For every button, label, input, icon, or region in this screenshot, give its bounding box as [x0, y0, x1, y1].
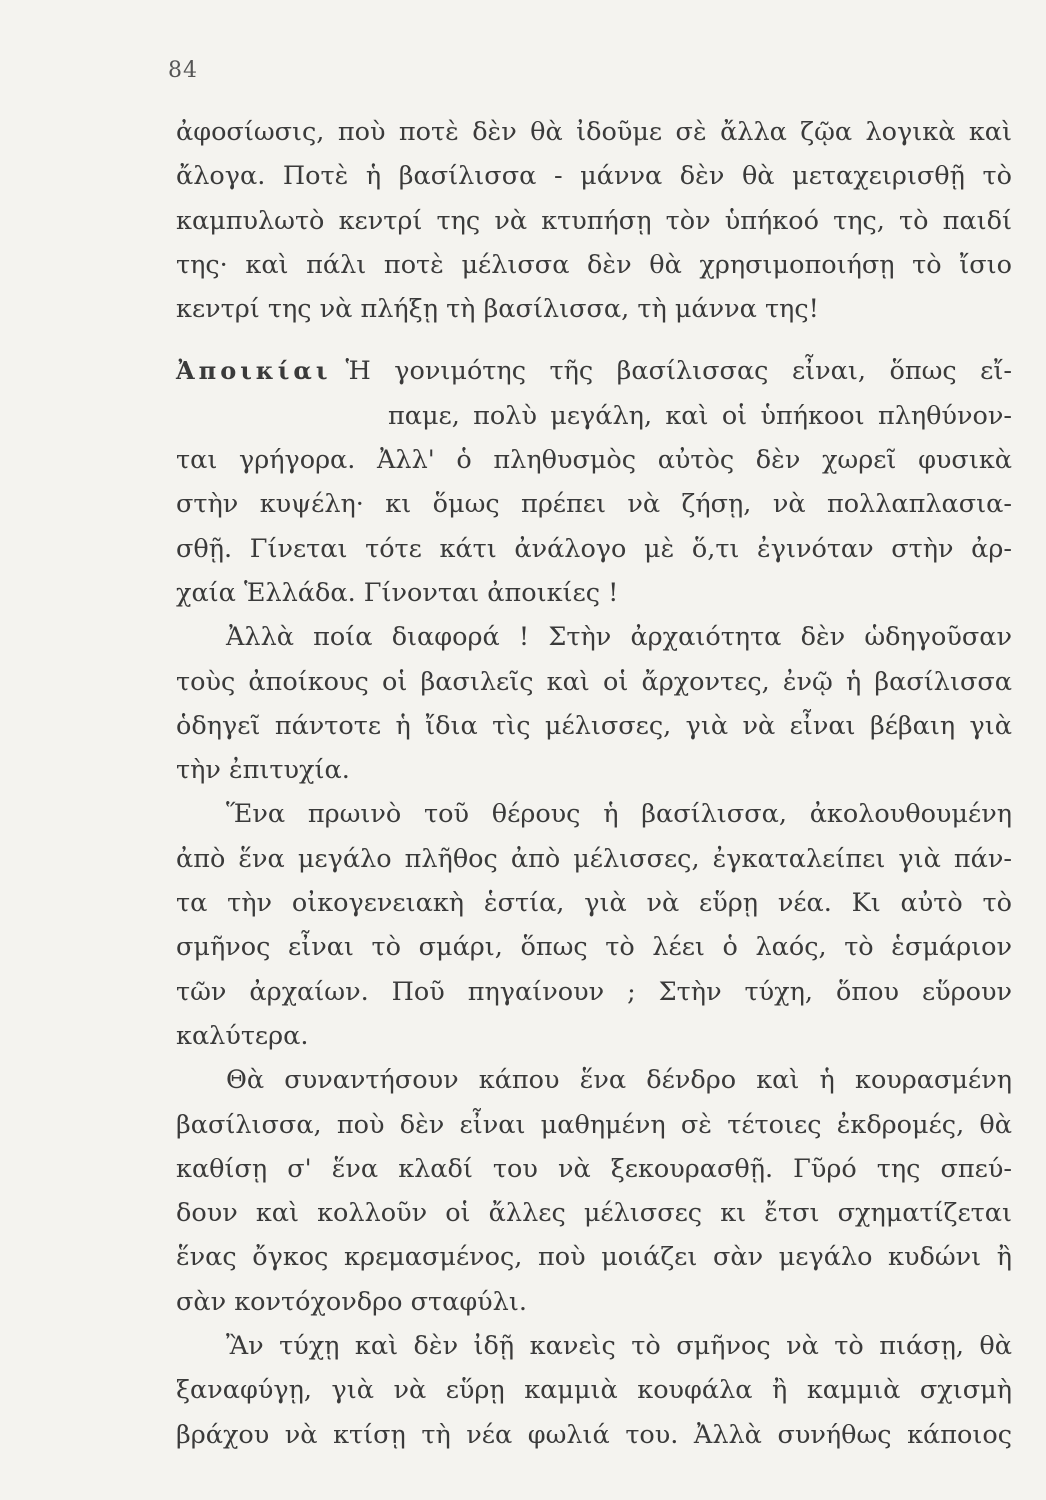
- text-line: ξαναφύγῃ, γιὰ νὰ εὕρῃ καμμιὰ κουφάλα ἢ καμμιὰ σχισμὴ: [176, 1375, 1012, 1406]
- text-line: χαία Ἑλλάδα. Γίνονται ἀποικίες !: [176, 577, 619, 608]
- text-line: τὴν ἐπιτυχία.: [176, 755, 350, 786]
- text-line: Ἕνα πρωινὸ τοῦ θέρους ἡ βασίλισσα, ἀκολουθουμένη: [226, 799, 1012, 830]
- text-line: ἀφοσίωσις, ποὺ ποτὲ δὲν θὰ ἰδοῦμε σὲ ἄλλα ζῷα λογικὰ καὶ: [176, 117, 1012, 147]
- text-line: Ἀλλὰ ποία διαφορά ! Στὴν ἀρχαιότητα δὲν ὡδηγοῦσαν: [226, 622, 1012, 653]
- text-line: ἀπὸ ἕνα μεγάλο πλῆθος ἀπὸ μέλισσες, ἐγκαταλείπει γιὰ πάν-: [176, 843, 1012, 874]
- paragraph-5: [176, 1058, 1012, 1324]
- text-line: βασίλισσα, ποὺ δὲν εἶναι μαθημένη σὲ τέτοιες ἐκδρομές, θὰ: [176, 1109, 1012, 1140]
- paragraph-3: [176, 615, 1012, 792]
- text-line: ὁδηγεῖ πάντοτε ἡ ἴδια τὶς μέλισσες, γιὰ νὰ εἶναι βέβαιη γιὰ: [176, 710, 1012, 741]
- text-line: παμε, πολὺ μεγάλη, καὶ οἱ ὑπήκοοι πληθύνον-: [388, 400, 1012, 431]
- page-number: 84: [168, 58, 198, 83]
- text-line: καλύτερα.: [176, 1020, 309, 1051]
- text-line: σθῇ. Γίνεται τότε κάτι ἀνάλογο μὲ ὅ,τι ἐγινόταν στὴν ἀρ-: [176, 533, 1012, 564]
- text-line: στὴν κυψέλη· κι ὅμως πρέπει νὰ ζήσῃ, νὰ πολλαπλασια-: [176, 489, 1012, 520]
- text-line: ἄλογα. Ποτὲ ἡ βασίλισσα - μάννα δὲν θὰ μεταχειρισθῇ τὸ: [176, 161, 1012, 192]
- text-line: τῶν ἀρχαίων. Ποῦ πηγαίνουν ; Στὴν τύχη, ὅπου εὕρουν: [176, 976, 1012, 1007]
- text-line: ἕνας ὄγκος κρεμασμένος, ποὺ μοιάζει σὰν μεγάλο κυδώνι ἢ: [176, 1242, 1012, 1273]
- section-first-line: [176, 349, 1012, 393]
- text-line: δουν καὶ κολλοῦν οἱ ἄλλες μέλισσες κι ἔτσι σχηματίζεται: [176, 1198, 1012, 1229]
- paragraph-6: [176, 1324, 1012, 1457]
- text-line: σμῆνος εἶναι τὸ σμάρι, ὅπως τὸ λέει ὁ λαός, τὸ ἑσμάριον: [176, 932, 1012, 963]
- text-line: κεντρί της νὰ πλήξῃ τὴ βασίλισσα, τὴ μάννα της!: [176, 294, 819, 325]
- text-line: της· καὶ πάλι ποτὲ μέλισσα δὲν θὰ χρησιμοποιήσῃ τὸ ἴσιο: [176, 249, 1012, 280]
- paragraph-1: [176, 110, 1012, 331]
- side-heading: Ἀποικίαι: [176, 356, 332, 386]
- text-line: Θὰ συναντήσουν κάπου ἕνα δένδρο καὶ ἡ κουρασμένη: [226, 1065, 1012, 1096]
- text-line: καμπυλωτὸ κεντρί της νὰ κτυπήσῃ τὸν ὑπήκοό της, τὸ παιδί: [176, 205, 1012, 236]
- section-apoikiai: [176, 349, 1012, 615]
- text-line: Ἂν τύχῃ καὶ δὲν ἰδῇ κανεὶς τὸ σμῆνος νὰ τὸ πιάσῃ, θὰ: [226, 1331, 1012, 1362]
- text-line: Ἡ γονιμότης τῆς βασίλισσας εἶναι, ὅπως εἴ-: [345, 356, 1012, 387]
- text-line: σὰν κοντόχονδρο σταφύλι.: [176, 1286, 527, 1317]
- text-line: τοὺς ἀποίκους οἱ βασιλεῖς καὶ οἱ ἄρχοντες, ἐνῷ ἡ βασίλισσα: [176, 666, 1012, 697]
- body-text: [176, 110, 1012, 1457]
- text-line: βράχου νὰ κτίσῃ τὴ νέα φωλιά του. Ἀλλὰ συνήθως κάποιος: [176, 1419, 1012, 1450]
- paragraph-4: [176, 792, 1012, 1058]
- text-line: καθίσῃ σ' ἕνα κλαδί του νὰ ξεκουρασθῇ. Γῦρό της σπεύ-: [176, 1153, 1012, 1184]
- text-line: ται γρήγορα. Ἀλλ' ὁ πληθυσμὸς αὐτὸς δὲν χωρεῖ φυσικὰ: [176, 445, 1012, 476]
- text-line: τα τὴν οἰκογενειακὴ ἑστία, γιὰ νὰ εὕρῃ νέα. Κι αὐτὸ τὸ: [176, 888, 1012, 919]
